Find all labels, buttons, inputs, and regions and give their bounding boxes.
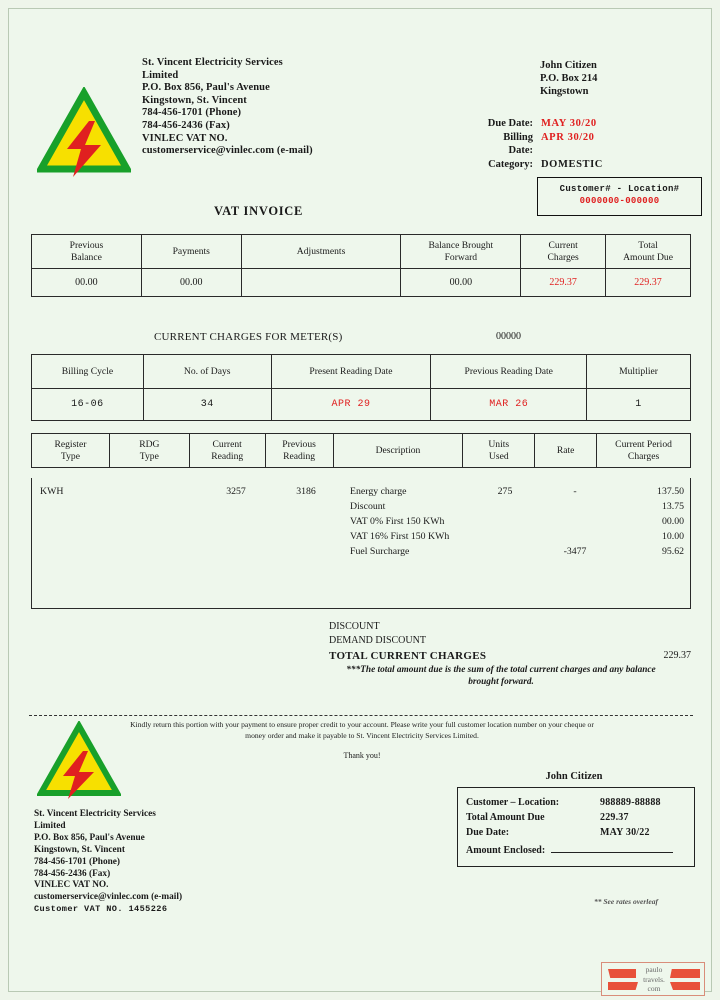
cell-no-of-days: 34 <box>143 389 271 421</box>
col-previous-reading: Previous Reading <box>265 434 333 468</box>
col-current-period-charges: Current Period Charges <box>597 434 691 468</box>
company-line: St. Vincent Electricity Services <box>142 57 283 68</box>
table-row <box>32 269 691 297</box>
cell-adjustments <box>241 269 401 297</box>
customer-address-line-2: Kingstown <box>540 86 589 97</box>
payment-stub-box <box>457 787 695 867</box>
col-units-used: Units Used <box>463 434 535 468</box>
stub-customer-location-label-text: Customer – Location: <box>466 797 560 808</box>
table-row <box>32 531 690 546</box>
company-line: Kingstown, St. Vincent <box>142 94 247 106</box>
perforation-divider <box>29 715 693 716</box>
col-multiplier: Multiplier <box>587 355 691 389</box>
company-line: 784-456-1701 (Phone) <box>34 856 120 867</box>
cell-charges: 00.00 <box>661 516 684 527</box>
cell-description: Energy charge <box>350 486 407 497</box>
cell-previous-balance: 00.00 <box>32 269 142 297</box>
col-balance-brought-forward: Balance Brought Forward <box>401 235 521 269</box>
balance-summary-table <box>31 234 691 297</box>
company-line: P.O. Box 856, Paul's Avenue <box>142 82 270 94</box>
customer-name: John Citizen <box>540 60 597 71</box>
cell-payments: 00.00 <box>141 269 241 297</box>
category-value: DOMESTIC <box>541 158 603 170</box>
watermark-text <box>602 965 706 994</box>
company-line: Limited <box>34 820 66 831</box>
table-header-row <box>32 235 691 269</box>
col-description: Description <box>333 434 463 468</box>
customer-address-line-1: P.O. Box 214 <box>540 73 598 84</box>
vinlec-logo-icon-stub <box>37 721 121 801</box>
watermark-line-3: com <box>647 984 661 993</box>
company-line: customerservice@vinlec.com (e-mail) <box>34 892 183 903</box>
watermark-line-1: paulo <box>645 965 663 974</box>
overleaf-note: ** See rates overleaf <box>594 897 658 906</box>
watermark-line-2: travels. <box>643 974 665 984</box>
due-date-value: MAY 30/20 <box>541 118 597 129</box>
total-current-charges-amount: 229.37 <box>663 650 691 661</box>
return-instructions: Kindly return this portion with your payment to ensure proper credit to your account. Please write your full customer location number on your cheque or money order and make it payable to St. Vincent Electricity Services Limited. <box>130 720 594 740</box>
table-row <box>32 389 691 421</box>
customer-vat-number: Customer VAT NO. 1455226 <box>34 904 168 915</box>
demand-discount-label: DEMAND DISCOUNT <box>329 635 426 646</box>
company-line: 784-456-2436 (Fax) <box>142 119 230 131</box>
cell-rate: -3477 <box>563 546 587 557</box>
stub-customer-location-value: 988889-88888 <box>600 797 661 808</box>
due-date-label: Due Date: <box>487 118 533 129</box>
charges-table-body <box>31 478 691 609</box>
customer-address-block <box>540 59 597 98</box>
amount-enclosed-label: Amount Enclosed: <box>466 845 546 856</box>
cell-present-reading-date: APR 29 <box>271 389 431 421</box>
company-line: St. Vincent Electricity Services <box>34 809 156 819</box>
col-no-of-days: No. of Days <box>143 355 271 389</box>
stub-total-due-label <box>466 812 592 823</box>
stub-customer-name: John Citizen <box>545 771 603 782</box>
invoice-header <box>9 9 711 224</box>
cell-current-reading: 3257 <box>226 486 246 497</box>
billing-date-label: Billing Date: <box>503 131 533 156</box>
meter-label: CURRENT CHARGES FOR METER(S) <box>154 331 343 343</box>
cell-previous-reading: 3186 <box>296 486 316 497</box>
company-line: 784-456-1701 (Phone) <box>142 107 242 119</box>
cell-balance-brought-forward: 00.00 <box>401 269 521 297</box>
col-total-amount-due: Total Amount Due <box>606 235 691 269</box>
table-row <box>32 546 690 561</box>
cell-charges: 137.50 <box>657 486 684 497</box>
amount-enclosed-field[interactable] <box>466 845 673 856</box>
col-rate: Rate <box>535 434 597 468</box>
table-row <box>32 486 690 501</box>
stub-customer-location-label <box>466 797 592 808</box>
due-date-row <box>479 117 603 131</box>
billing-date-row <box>479 131 603 158</box>
col-previous-balance: Previous Balance <box>32 235 142 269</box>
table-header-row <box>32 355 691 389</box>
cell-billing-cycle: 16-06 <box>32 389 144 421</box>
table-row <box>32 516 690 531</box>
amount-enclosed-input-line[interactable] <box>551 852 673 853</box>
stub-due-date-label <box>466 827 592 838</box>
total-note: ***The total amount due is the sum of the total current charges and any balance brought forward. <box>346 665 656 687</box>
vinlec-logo-icon <box>37 87 131 179</box>
invoice-page <box>8 8 712 992</box>
account-number-box <box>537 177 702 216</box>
stub-due-date-value: MAY 30/22 <box>600 827 650 838</box>
account-box-number: 0000000-000000 <box>579 196 660 206</box>
cell-units-used: 275 <box>497 486 513 497</box>
company-line: 784-456-2436 (Fax) <box>34 868 111 879</box>
company-line: Limited <box>142 69 179 81</box>
col-billing-cycle: Billing Cycle <box>32 355 144 389</box>
company-line: P.O. Box 856, Paul's Avenue <box>34 832 145 843</box>
invoice-dates <box>479 117 603 171</box>
cell-total-amount-due: 229.37 <box>606 269 691 297</box>
account-box-header: Customer# - Location# <box>559 184 680 194</box>
category-row <box>479 158 603 172</box>
stub-due-date-label-text: Due Date: <box>466 827 510 838</box>
thank-you-text: Thank you! <box>343 751 381 760</box>
table-header-row <box>32 434 691 468</box>
stub-total-due-value: 229.37 <box>600 812 629 823</box>
cell-charges: 10.00 <box>661 531 684 542</box>
stub-company-address-block <box>34 809 182 916</box>
charges-table-header <box>31 433 691 468</box>
col-current-reading: Current Reading <box>189 434 265 468</box>
col-register-type: Register Type <box>32 434 110 468</box>
company-line: customerservice@vinlec.com (e-mail) <box>142 145 313 157</box>
category-label: Category: <box>488 158 533 170</box>
col-previous-reading-date: Previous Reading Date <box>431 355 587 389</box>
col-adjustments: Adjustments <box>241 235 401 269</box>
page-title: VAT INVOICE <box>214 204 304 218</box>
total-current-charges-row <box>329 650 691 662</box>
cell-description: VAT 0% First 150 KWh <box>350 516 445 527</box>
meter-number: 00000 <box>496 331 521 342</box>
cell-charges: 95.62 <box>661 546 684 557</box>
col-rdg-type: RDG Type <box>109 434 189 468</box>
cell-multiplier: 1 <box>587 389 691 421</box>
company-line: Kingstown, St. Vincent <box>34 844 125 855</box>
company-address-block <box>142 57 313 158</box>
cell-register-type: KWH <box>40 486 64 497</box>
billing-date-value: APR 30/20 <box>541 131 595 143</box>
company-line: VINLEC VAT NO. <box>34 880 109 891</box>
cell-description: Fuel Surcharge <box>350 546 410 557</box>
total-current-charges-label: TOTAL CURRENT CHARGES <box>329 650 487 662</box>
cell-rate: - <box>573 486 577 497</box>
col-current-charges: Current Charges <box>521 235 606 269</box>
cell-previous-reading-date: MAR 26 <box>431 389 587 421</box>
billing-cycle-table <box>31 354 691 421</box>
col-present-reading-date: Present Reading Date <box>271 355 431 389</box>
paulo-travels-watermark <box>601 962 705 996</box>
cell-charges: 13.75 <box>661 501 684 512</box>
discount-label: DISCOUNT <box>329 621 380 632</box>
cell-current-charges: 229.37 <box>521 269 606 297</box>
company-line: VINLEC VAT NO. <box>142 132 228 144</box>
cell-description: VAT 16% First 150 KWh <box>350 531 450 542</box>
cell-description: Discount <box>350 501 386 512</box>
stub-total-due-label-text: Total Amount Due <box>466 812 545 823</box>
table-row <box>32 501 690 516</box>
col-payments: Payments <box>141 235 241 269</box>
